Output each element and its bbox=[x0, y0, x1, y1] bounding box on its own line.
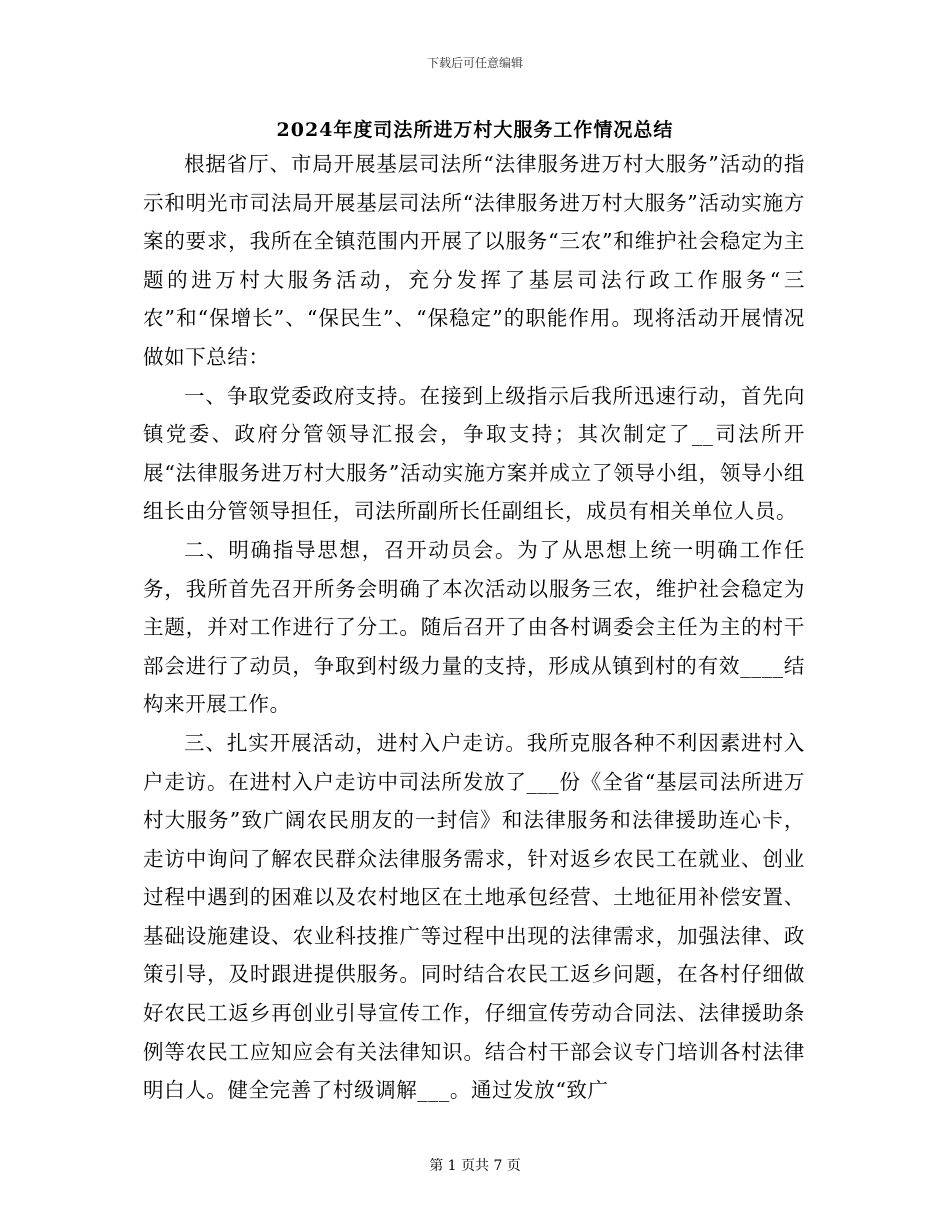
document-body bbox=[143, 145, 805, 1110]
paragraph-section-3: 三、扎实开展活动，进村入户走访。我所克服各种不利因素进村入户走访。在进村入户走访中司法所发放了___份《全省“基层司法所进万村大服务”致广阔农民朋友的一封信》和法律服务和法律援助连心卡，走访中询问了解农民群众法律服务需求，针对返乡农民工在就业、创业过程中遇到的困难以及农村地区在土地承包经营、土地征用补偿安置、基础设施建设、农业科技推广等过程中出现的法律需求，加强法律、政策引导，及时跟进提供服务。同时结合农民工返乡问题，在各村仔细做好农民工返乡再创业引导宣传工作，仔细宣传劳动合同法、法律援助条例等农民工应知应会有关法律知识。结合村干部会议专门培训各村法律明白人。健全完善了村级调解___。通过发放“致广 bbox=[143, 730, 805, 1103]
page-number-footer: 第 1 页共 7 页 bbox=[429, 1158, 521, 1174]
paragraph-section-2: 二、明确指导思想，召开动员会。为了从思想上统一明确工作任务，我所首先召开所务会明确了本次活动以服务三农，维护社会稳定为主题，并对工作进行了分工。随后召开了由各村调委会主任为主的村干部会进行了动员，争取到村级力量的支持，形成从镇到村的有效____结构来开展工作。 bbox=[143, 537, 805, 717]
header-note: 下载后可任意编辑 bbox=[426, 56, 523, 70]
document-title: 2024年度司法所进万村大服务工作情况总结 bbox=[276, 119, 674, 141]
paragraph-section-1: 一、争取党委政府支持。在接到上级指示后我所迅速行动，首先向镇党委、政府分管领导汇报会，争取支持；其次制定了__司法所开展“法律服务进万村大服务”活动实施方案并成立了领导小组，领导小组组长由分管领导担任，司法所副所长任副组长，成员有相关单位人员。 bbox=[143, 383, 805, 524]
paragraph-intro: 根据省厅、市局开展基层司法所“法律服务进万村大服务”活动的指示和明光市司法局开展基层司法所“法律服务进万村大服务”活动实施方案的要求，我所在全镇范围内开展了以服务“三农”和维护社会稳定为主题的进万村大服务活动，充分发挥了基层司法行政工作服务“三农”和“保增长”、“保民生”、“保稳定”的职能作用。现将活动开展情况做如下总结： bbox=[143, 152, 805, 369]
